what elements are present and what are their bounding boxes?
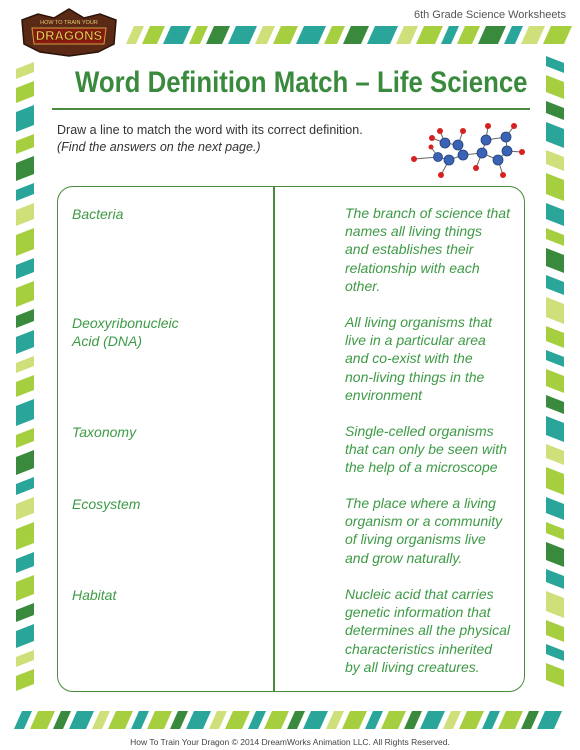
- definition-line: the help of a microscope: [345, 459, 498, 476]
- definition-line: environment: [345, 386, 423, 403]
- border-block: [546, 497, 564, 520]
- border-block: [16, 624, 34, 648]
- border-block: [404, 711, 422, 729]
- border-block: [255, 26, 275, 44]
- border-block: [381, 711, 406, 729]
- border-block: [546, 350, 564, 367]
- definition-line: by all living creatures.: [345, 658, 480, 675]
- border-block: [537, 711, 562, 729]
- header-label: 6th Grade Science Worksheets: [413, 9, 566, 21]
- definition-line: and co-exist with the: [345, 350, 473, 367]
- definition-line: relationship with each: [345, 259, 480, 276]
- border-block: [16, 356, 34, 373]
- border-block: [16, 428, 34, 448]
- border-block: [543, 26, 572, 44]
- svg-text:DRAGONS: DRAGONS: [35, 28, 103, 43]
- border-block: [126, 26, 144, 44]
- border-block: [108, 711, 133, 729]
- border-block: [16, 522, 34, 550]
- border-block: [303, 711, 328, 729]
- border-block: [16, 603, 34, 622]
- border-block: [326, 711, 344, 729]
- border-block: [546, 644, 564, 661]
- border-block: [459, 711, 484, 729]
- definition-line: genetic information that: [345, 604, 491, 621]
- definition-line: of living organisms live: [345, 531, 486, 548]
- border-block: [482, 711, 500, 729]
- border-block: [16, 81, 34, 103]
- definition-line: Nucleic acid that carries: [345, 586, 494, 602]
- border-block: [546, 248, 564, 273]
- border-block: [296, 26, 326, 44]
- term-item: Deoxyribonucleic: [72, 315, 179, 331]
- border-block: [131, 711, 149, 729]
- border-block: [273, 26, 298, 44]
- copyright-footer: How To Train Your Dragon © 2014 DreamWorks Animation LLC. All Rights Reserved.: [130, 737, 450, 747]
- border-block: [546, 663, 564, 687]
- border-block: [53, 711, 71, 729]
- border-block: [16, 62, 34, 79]
- border-block: [16, 450, 34, 475]
- border-block: [546, 444, 564, 465]
- border-block: [186, 711, 211, 729]
- definition-line: that can only be seen with: [345, 441, 507, 458]
- border-block: [189, 26, 208, 44]
- dragons-logo: [18, 6, 120, 58]
- border-block: [16, 650, 34, 667]
- border-block: [546, 522, 564, 540]
- border-block: [248, 711, 266, 729]
- border-block: [30, 711, 55, 729]
- definition-item: [345, 422, 513, 477]
- border-block: [342, 711, 367, 729]
- border-block: [546, 297, 564, 324]
- definition-line: characteristics inherited: [345, 640, 493, 657]
- border-block: [16, 477, 34, 495]
- border-block: [546, 542, 564, 567]
- border-block: [16, 203, 34, 226]
- border-block: [343, 26, 369, 44]
- title-underline: [52, 108, 530, 110]
- border-block: [142, 26, 165, 44]
- border-block: [546, 620, 564, 642]
- border-block: [546, 56, 564, 73]
- instructions: [57, 122, 363, 156]
- page-title: Word Definition Match – Life Science: [75, 66, 528, 99]
- definition-item: [345, 494, 513, 567]
- border-block: [546, 369, 564, 393]
- border-block: [546, 569, 564, 589]
- border-block: [521, 711, 539, 729]
- border-block: [16, 399, 34, 426]
- border-block: [163, 26, 191, 44]
- term-item: Taxonomy: [72, 424, 137, 440]
- definition-line: The branch of science that: [345, 205, 510, 221]
- border-block: [16, 134, 34, 154]
- border-block: [546, 75, 564, 99]
- definition-line: names all living things: [345, 223, 482, 240]
- border-block: [16, 309, 34, 328]
- definition-line: Single-celled organisms: [345, 423, 494, 439]
- svg-text:HOW TO TRAIN YOUR: HOW TO TRAIN YOUR: [40, 20, 98, 26]
- border-block: [396, 26, 418, 44]
- instructions-note: (Find the answers on the next page.): [57, 140, 261, 154]
- border-block: [16, 497, 34, 520]
- border-block: [457, 26, 480, 44]
- border-block: [16, 552, 34, 573]
- definition-item: [345, 585, 513, 676]
- border-block: [170, 711, 188, 729]
- definition-line: The place where a living: [345, 495, 496, 511]
- border-block: [16, 575, 34, 601]
- definition-line: All living organisms that: [345, 314, 493, 330]
- border-block: [16, 183, 34, 201]
- term-item: Ecosystem: [72, 496, 141, 512]
- border-block: [504, 26, 523, 44]
- border-block: [16, 156, 34, 181]
- border-block: [287, 711, 305, 729]
- border-block: [498, 711, 523, 729]
- border-block: [546, 467, 564, 495]
- border-block: [546, 150, 564, 171]
- border-block: [546, 173, 564, 201]
- term-item: Bacteria: [72, 206, 124, 222]
- definition-line: determines all the physical: [345, 622, 510, 639]
- border-block: [521, 26, 545, 44]
- border-block: [478, 26, 506, 44]
- border-block: [16, 281, 34, 307]
- term-item: Acid (DNA): [72, 333, 143, 349]
- border-block: [16, 330, 34, 354]
- border-block: [228, 26, 257, 44]
- term-item: Habitat: [72, 587, 117, 603]
- border-block: [14, 711, 32, 729]
- border-block: [324, 26, 345, 44]
- border-block: [546, 228, 564, 246]
- border-block: [16, 669, 34, 691]
- border-block: [443, 711, 461, 729]
- definition-line: organism or a community: [345, 513, 503, 530]
- border-block: [416, 26, 443, 44]
- border-block: [16, 105, 34, 132]
- definition-line: live in a particular area: [345, 332, 486, 349]
- border-block: [546, 275, 564, 295]
- definition-item: [345, 204, 513, 295]
- border-block: [16, 375, 34, 397]
- border-block: [546, 591, 564, 618]
- border-block: [546, 395, 564, 414]
- molecule-illustration: [408, 117, 540, 183]
- definition-line: non-living things in the: [345, 368, 485, 385]
- definition-line: and establishes their: [345, 241, 474, 258]
- border-block: [367, 26, 398, 44]
- border-block: [546, 326, 564, 348]
- border-block: [209, 711, 227, 729]
- border-block: [264, 711, 289, 729]
- instructions-line: Draw a line to match the word with its correct definition.: [57, 123, 363, 137]
- table-divider: [273, 186, 275, 692]
- border-block: [92, 711, 110, 729]
- definition-line: other.: [345, 277, 381, 294]
- border-block: [225, 711, 250, 729]
- border-block: [441, 26, 459, 44]
- border-block: [147, 711, 172, 729]
- border-block: [420, 711, 445, 729]
- border-block: [546, 203, 564, 226]
- border-block: [546, 416, 564, 442]
- border-block: [365, 711, 383, 729]
- border-block: [546, 122, 564, 148]
- border-block: [546, 101, 564, 120]
- border-block: [206, 26, 230, 44]
- border-block: [69, 711, 94, 729]
- border-block: [16, 258, 34, 279]
- definition-item: [345, 313, 513, 404]
- definition-line: and grow naturally.: [345, 549, 463, 566]
- border-block: [16, 228, 34, 256]
